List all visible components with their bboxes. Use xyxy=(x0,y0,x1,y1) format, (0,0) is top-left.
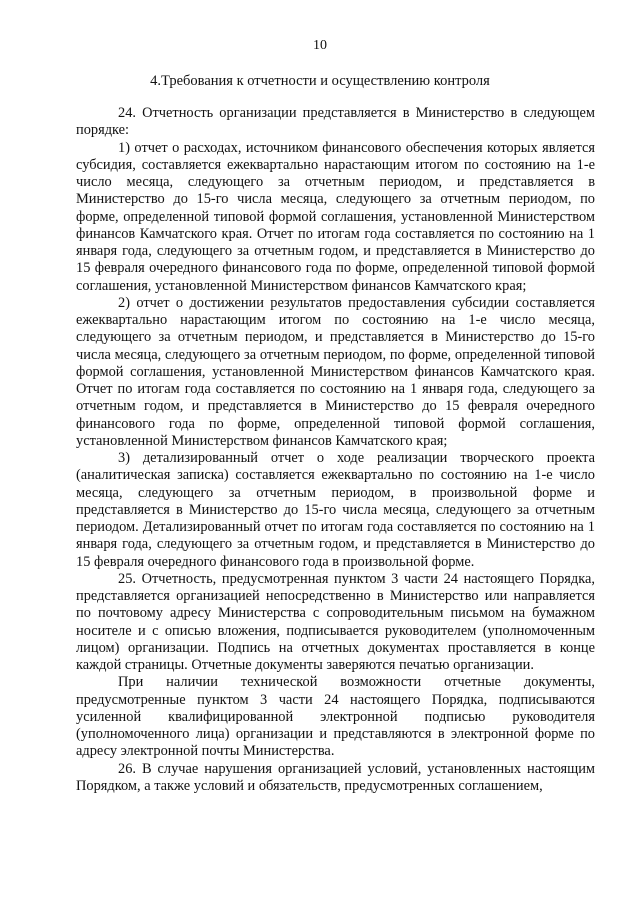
paragraph-24-item-1: 1) отчет о расходах, источником финансового обеспечения которых является субсидия, составляется ежеквартально нарастающим итогом по состоянию на 1-е число месяца, следующего за отчетным периодом, и представляется в Министерство до 15-го числа месяца, следующего за отчетным периодом, по форме, определенной типовой формой соглашения, установленной Министерством финансов Камчатского края. Отчет по итогам года составляется по состоянию на 1 января года, следующего за отчетным годом, и представляется в Министерство до 15 февраля очередного финансового года по форме, определенной типовой формой соглашения, установленной Министерством финансов Камчатского края; xyxy=(76,139,595,294)
paragraph-24-item-2: 2) отчет о достижении результатов предоставления субсидии составляется ежеквартально нарастающим итогом по состоянию на 1-е число месяца, следующего за отчетным периодом, и представляется в Министерство до 15-го числа месяца, следующего за отчетным периодом, по форме, определенной типовой формой соглашения, установленной Министерством финансов Камчатского края. Отчет по итогам года составляется по состоянию на 1 января года, следующего за отчетным годом, и представляется в Министерство до 15 февраля очередного финансового года по форме, определенной типовой формой соглашения, установленной Министерством финансов Камчатского края; xyxy=(76,294,595,449)
paragraph-26: 26. В случае нарушения организацией условий, установленных настоящим Порядком, а также условий и обязательств, предусмотренных соглашением, xyxy=(76,760,595,794)
page-number: 10 xyxy=(313,38,327,53)
body-text xyxy=(76,105,595,795)
paragraph-24: 24. Отчетность организации представляется в Министерство в следующем порядке: xyxy=(76,105,595,139)
paragraph-24-item-3: 3) детализированный отчет о ходе реализации творческого проекта (аналитическая записка) составляется ежеквартально по состоянию на 1-е число месяца, следующего за отчетным периодом, в произвольной форме и представляется в Министерство до 15-го числа месяца, следующего за отчетным периодом. Детализированный отчет по итогам года составляется по состоянию на 1 января года, следующего за отчетным годом, и представляется в Министерство до 15 февраля очередного финансового года в произвольной форме. xyxy=(76,450,595,570)
paragraph-25-electronic: При наличии технической возможности отчетные документы, предусмотренные пунктом 3 части 24 настоящего Порядка, подписываются усиленной квалифицированной электронной подписью руководителя (уполномоченного лица) организации и представляются в электронной форме по адресу электронной почты Министерства. xyxy=(76,674,595,760)
paragraph-25: 25. Отчетность, предусмотренная пунктом 3 части 24 настоящего Порядка, представляется организацией непосредственно в Министерство или направляется по почтовому адресу Министерства с сопроводительным письмом на бумажном носителе и с описью вложения, подписывается руководителем (уполномоченным лицом) организации. Подпись на отчетных документах проставляется в конце каждой страницы. Отчетные документы заверяются печатью организации. xyxy=(76,570,595,673)
section-title: 4.Требования к отчетности и осуществлению контроля xyxy=(150,73,490,89)
